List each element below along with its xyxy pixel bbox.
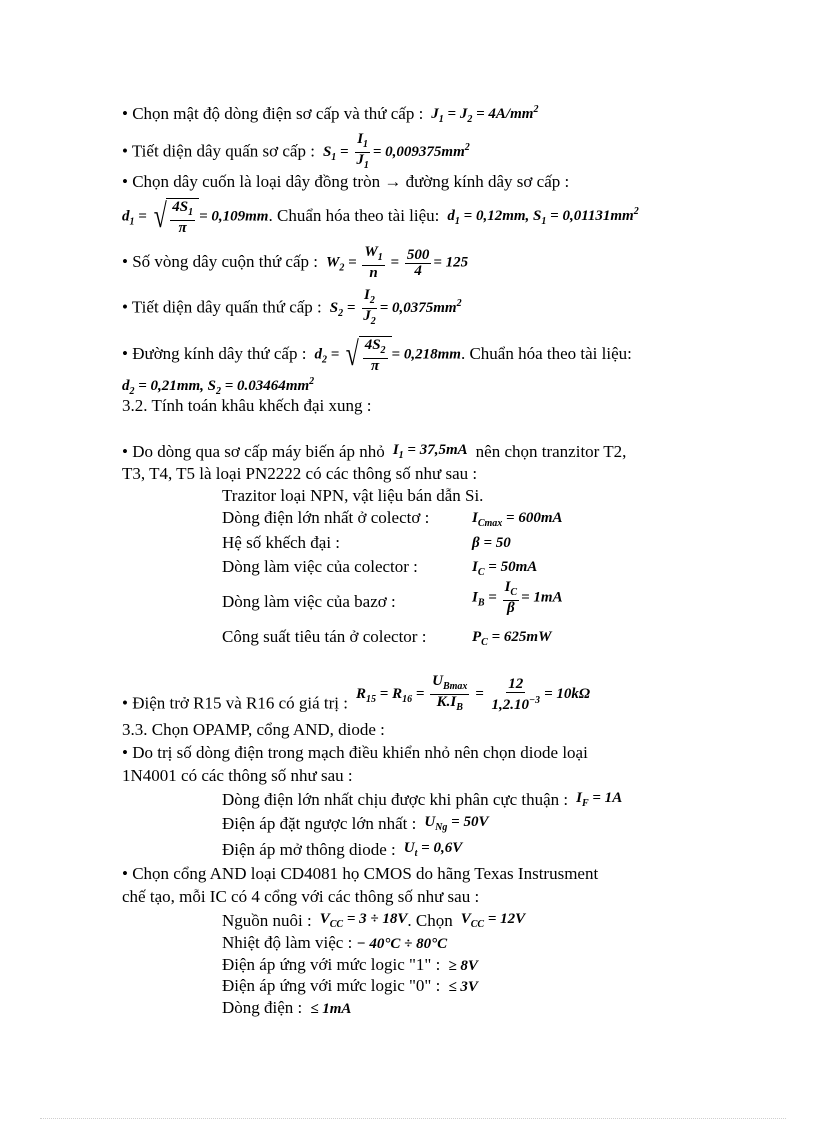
spec-if: Dòng điện lớn nhất chịu được khi phân cực thuận : $I_F = 1A$ [222,789,623,809]
eq-primary-standard: $d_1 = 0,12mm$, $S_1 = 0,01131mm^2$ [443,206,639,227]
eq-secondary-standard: $d_2 = 0,21mm$, $S_2 = 0.03464mm^2$ [122,376,315,397]
line-diode-intro: • Do trị số dòng điện trong mạch điều khiển nhỏ nên chọn diode loại [122,743,588,762]
eq-primary-diameter: $d_1$ = √ $\frac{4S_1}{\pi}$ = 0,109mm [122,198,269,236]
line-wire-type: • Chọn dây cuốn là loại dây đồng tròn → đường kính dây sơ cấp : [122,172,570,191]
eq-current-density: $J_1 = J_2 = 4A/mm^2$ [427,104,539,125]
page-bottom-border [40,1118,786,1119]
line-diode-type: 1N4001 có các thông số như sau : [122,766,353,785]
spec-ic-max: Dòng điện lớn nhất ở colectơ : $I_{Cmax} = 600mA$ [222,508,563,529]
spec-ic: Dòng làm việc của colector : $I_C = 50mA$ [222,557,538,578]
spec-vcc: Nguồn nuôi : $V_{CC} = 3 \div 18V$. Chọn $V_{CC} = 12V$ [222,910,526,930]
line-secondary-turns: • Số vòng dây cuộn thứ cấp : $W_2$ = $\frac{W_1}{n}$ = $\frac{500}{4}$ = 125 [122,244,469,281]
spec-temperature: Nhiệt độ làm việc : − 40°C ÷ 80°C [222,933,448,953]
eq-secondary-turns: $W_2$ = $\frac{W_1}{n}$ = $\frac{500}{4}$ = 125 [322,244,469,281]
line-primary-diameter: $d_1$ = √ $\frac{4S_1}{\pi}$ = 0,109mm. Chuẩn hóa theo tài liệu: $d_1 = 0,12mm$, $S_1 = 0,01131mm^2$ [122,198,639,236]
eq-primary-current: $I_1 = 37,5mA$ [389,442,472,461]
line-current-density: • Chọn mật độ dòng điện sơ cấp và thứ cấp : $J_1 = J_2 = 4A/mm^2$ [122,100,538,130]
spec-logic-0: Điện áp ứng với mức logic "0" : ≤ 3V [222,976,478,996]
spec-ung: Điện áp đặt ngược lớn nhất : $U_{Ng} = 50V$ [222,813,489,833]
line-secondary-section: • Tiết diện dây quấn thứ cấp : $S_2$ = $\frac{I_2}{J_2}$ = $0,0375mm^2$ [122,287,462,327]
line-resistor-value: • Điện trở R15 và R16 có giá trị : $R_{15} = R_{16}$ = $\frac{U_{Bmax}}{K.I_B}$ = $\frac{12}{1,2.10^{-3}}$ = 10kΩ [122,673,591,713]
line-transistor-intro: • Do dòng qua sơ cấp máy biến áp nhỏ $I_1 = 37,5mA$ nên chọn tranzitor T2, [122,440,626,466]
line-transistor-type: T3, T4, T5 là loại PN2222 có các thông số như sau : [122,464,478,483]
spec-logic-1: Điện áp ứng với mức logic "1" : ≥ 8V [222,955,478,975]
section-3-2-heading: 3.2. Tính toán khâu khếch đại xung : [122,396,372,415]
line-and-gate-intro: • Chọn cổng AND loại CD4081 họ CMOS do hãng Texas Instrusment [122,864,599,883]
spec-ib: Dòng làm việc của bazơ : $I_B$ = $\frac{I_C}{\beta}$ = 1mA [222,579,563,616]
spec-current: Dòng điện : ≤ 1mA [222,998,352,1018]
eq-secondary-section: $S_2$ = $\frac{I_2}{J_2}$ = $0,0375mm^2$ [326,287,462,327]
eq-resistor-value: $R_{15} = R_{16}$ = $\frac{U_{Bmax}}{K.I_B}$ = $\frac{12}{1,2.10^{-3}}$ = 10kΩ [352,673,591,713]
spec-pc: Công suất tiêu tán ở colector : $P_C = 625mW$ [222,627,552,648]
line-and-gate-maker: chế tạo, mỗi IC có 4 cổng với các thông số như sau : [122,887,480,906]
line-secondary-diameter: • Đường kính dây thứ cấp : $d_2$ = √ $\frac{4S_2}{\pi}$ = 0,218mm. Chuẩn hóa theo tài liệu: [122,336,632,374]
spec-gain: Hệ số khếch đại : β = 50 [222,533,511,552]
eq-secondary-diameter: $d_2$ = √ $\frac{4S_2}{\pi}$ = 0,218mm [310,336,461,374]
eq-primary-section: $S_1$ = $\frac{I_1}{J_1}$ = $0,009375mm^2$ [319,131,470,171]
spec-transistor-material: Trazitor loại NPN, vật liệu bán dẫn Si. [222,486,484,505]
section-3-3-heading: 3.3. Chọn OPAMP, cổng AND, diode : [122,720,385,739]
line-primary-section: • Tiết diện dây quấn sơ cấp : $S_1$ = $\frac{I_1}{J_1}$ = $0,009375mm^2$ [122,131,470,171]
spec-ut: Điện áp mở thông diode : $U_t = 0,6V$ [222,839,463,859]
